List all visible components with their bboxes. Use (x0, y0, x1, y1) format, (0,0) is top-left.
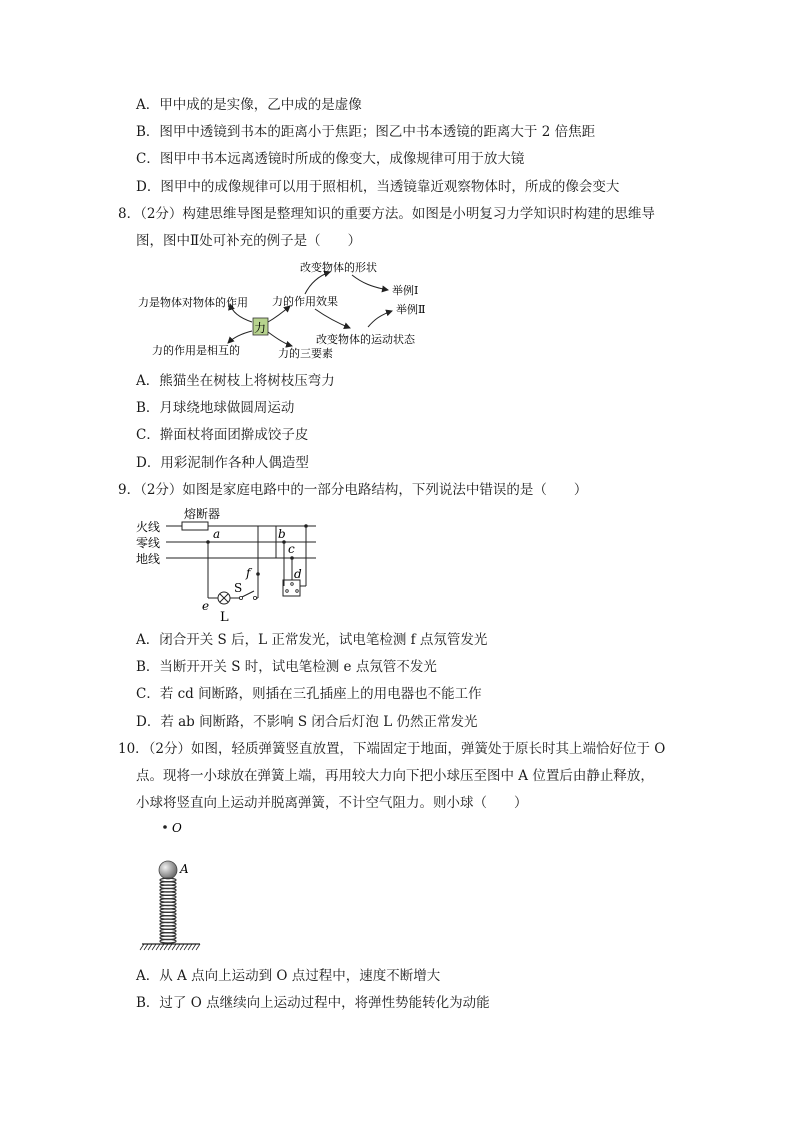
center-label: 力 (254, 321, 267, 335)
label-c: c (288, 542, 295, 556)
q10-option-a: A．从 A 点向上运动到 O 点过程中，速度不断增大 (136, 968, 441, 984)
q9-circuit-diagram (130, 500, 330, 625)
node-left-top: 力是物体对物体的作用 (138, 296, 248, 309)
q7-option-b: B．图甲中透镜到书本的距离小于焦距；图乙中书本透镜的距离大于 2 倍焦距 (136, 124, 596, 140)
node-example-2: 举例Ⅱ (396, 303, 426, 316)
node-three: 力的三要素 (278, 347, 333, 360)
q9-option-b: B．当断开开关 S 时，试电笔检测 e 点氖管不发光 (136, 659, 437, 675)
node-example-1: 举例Ⅰ (392, 284, 419, 297)
label-d: d (294, 567, 302, 581)
hatch-line (172, 944, 176, 950)
q8-mind-map (0, 0, 794, 380)
node-shape: 改变物体的形状 (300, 261, 377, 274)
q7-option-c: C．图甲中书本远离透镜时所成的像变大，成像规律可用于放大镜 (136, 151, 525, 167)
q8-option-d: D．用彩泥制作各种人偶造型 (136, 455, 309, 471)
q8-option-a: A．熊猫坐在树枝上将树枝压弯力 (136, 373, 335, 389)
label-a-point: A (180, 862, 189, 876)
label-e: e (202, 599, 210, 613)
label-a: a (213, 527, 221, 541)
hatch-line (156, 944, 160, 950)
hatch-line (180, 944, 184, 950)
q9-option-d: D．若 ab 间断路，不影响 S 闭合后灯泡 L 仍然正常发光 (136, 714, 478, 730)
q9-option-c: C．若 cd 间断路，则插在三孔插座上的用电器也不能工作 (136, 686, 482, 702)
hatch-line (144, 944, 148, 950)
q10-stem-line3: 小球将竖直向上运动并脱离弹簧，不计空气阻力。则小球（ ） (136, 795, 528, 811)
label-ground: 地线 (136, 552, 161, 566)
node-motion: 改变物体的运动状态 (316, 333, 415, 346)
q10-stem-line2: 点。现将一小球放在弹簧上端，再用较大力向下把小球压至图中 A 位置后由静止释放， (136, 768, 654, 784)
spring (160, 878, 176, 943)
hatch-line (196, 944, 200, 950)
q7-option-a: A．甲中成的是实像，乙中成的是虚像 (136, 97, 362, 113)
q10-option-b: B．过了 O 点继续向上运动过程中，将弹性势能转化为动能 (136, 995, 490, 1011)
label-fuse: 熔断器 (184, 507, 221, 521)
q10-stem-line1: 10．（2分）如图，轻质弹簧竖直放置，下端固定于地面，弹簧处于原长时其上端恰好位于 O (118, 741, 666, 757)
label-b: b (278, 527, 286, 541)
hatch-line (168, 944, 172, 950)
q8-stem-line1: 8．（2分）构建思维导图是整理知识的重要方法。如图是小明复习力学知识时构建的思维导 (118, 206, 655, 222)
q9-option-a: A．闭合开关 S 后，L 正常发光，试电笔检测 f 点氖管发光 (136, 632, 488, 648)
label-s: S (234, 581, 243, 595)
fuse-symbol (182, 522, 208, 530)
hatch-line (192, 944, 196, 950)
label-live: 火线 (136, 520, 161, 534)
q7-option-d: D．图甲中的成像规律可以用于照相机，当透镜靠近观察物体时，所成的像会变大 (136, 179, 620, 195)
hatch-line (140, 944, 144, 950)
node-effect: 力的作用效果 (272, 295, 338, 308)
q8-stem-line2: 图，图中Ⅱ处可补充的例子是（ ） (136, 233, 362, 249)
label-f: f (246, 566, 251, 580)
label-neutral: 零线 (136, 536, 161, 550)
ground-hatch (140, 944, 200, 950)
hatch-line (176, 944, 180, 950)
label-o: O (172, 821, 182, 835)
switch-symbol (242, 591, 254, 597)
spring-coil (160, 939, 176, 943)
hatch-line (188, 944, 192, 950)
ball (159, 861, 177, 879)
q10-spring-diagram (138, 818, 218, 956)
q8-option-b: B．月球绕地球做圆周运动 (136, 400, 295, 416)
q9-stem: 9．（2分）如图是家庭电路中的一部分电路结构，下列说法中错误的是（ ） (118, 482, 588, 498)
hatch-line (160, 944, 164, 950)
hatch-line (164, 944, 168, 950)
hatch-line (152, 944, 156, 950)
hatch-line (148, 944, 152, 950)
node-left-bottom: 力的作用是相互的 (152, 344, 240, 357)
hatch-line (184, 944, 188, 950)
q8-option-c: C．擀面杖将面团擀成饺子皮 (136, 427, 309, 443)
label-l: L (220, 610, 229, 625)
